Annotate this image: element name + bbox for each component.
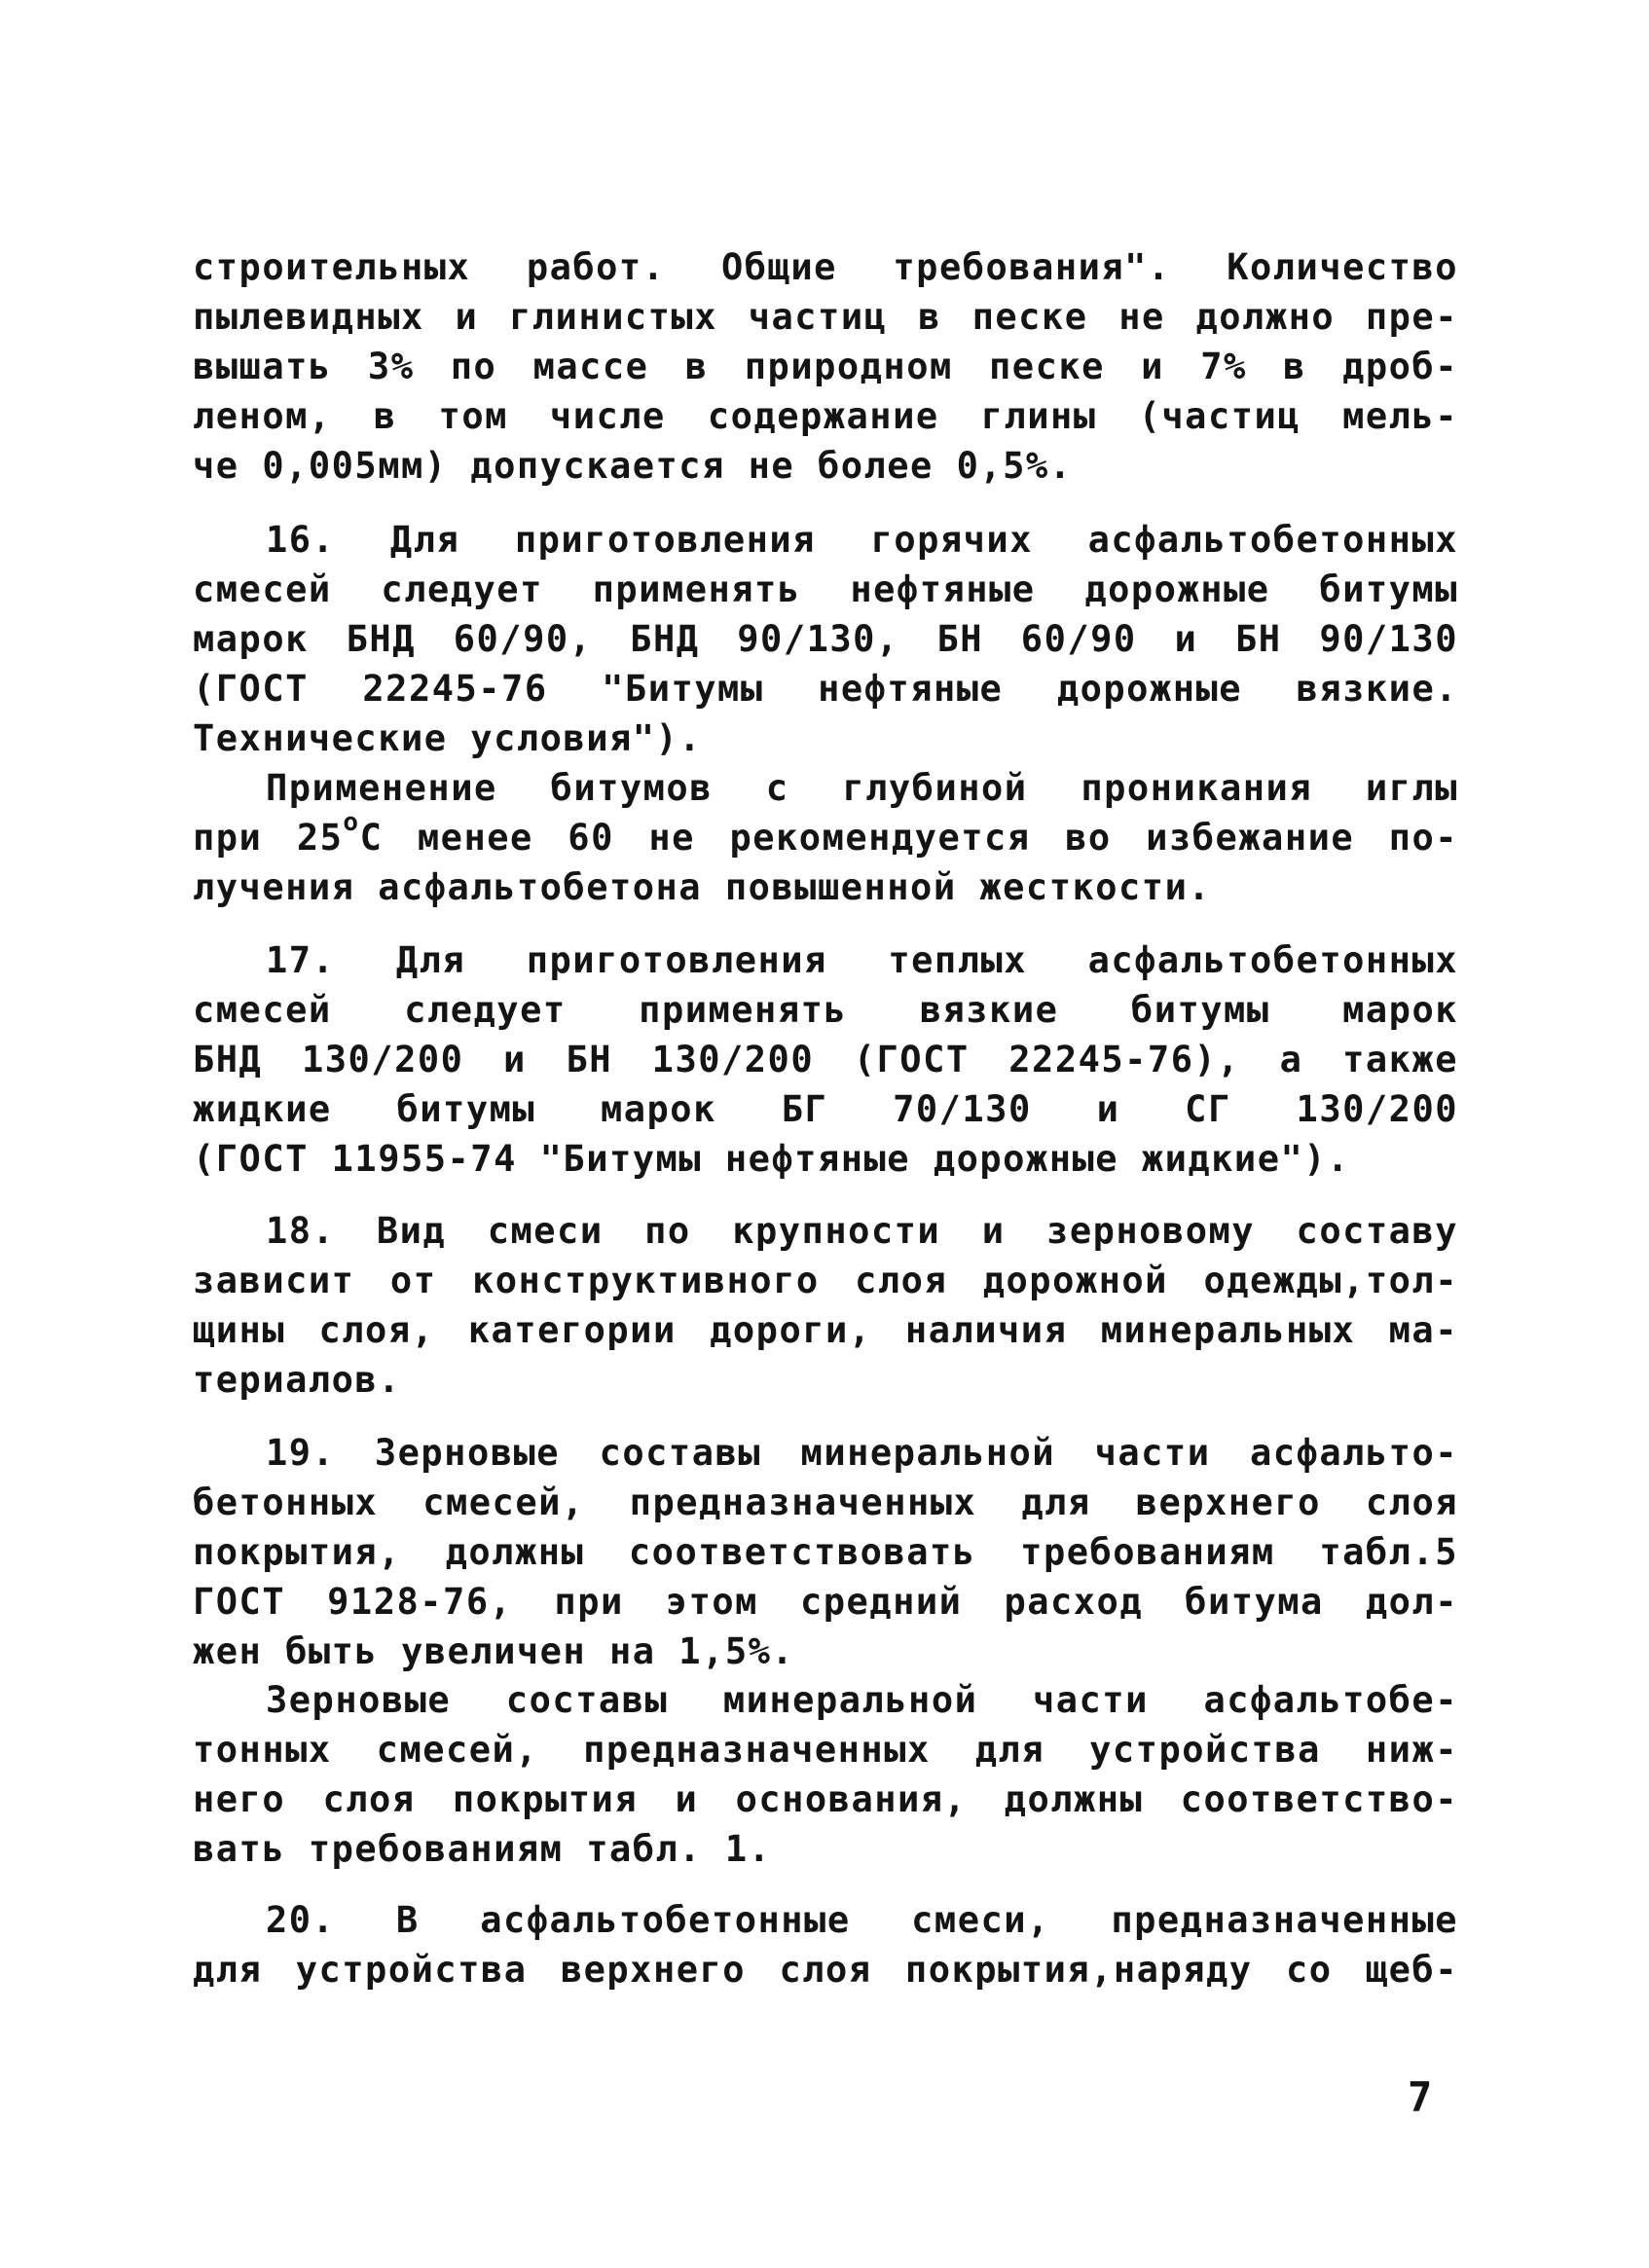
text-line: строительных работ. Общие требования". Количество — [193, 246, 1458, 288]
text-fragment: С менее 60 не рекомендуется во избежание по- — [359, 817, 1459, 859]
text-line: смесей следует применять вязкие битумы марок — [193, 989, 1458, 1031]
text-line: щины слоя, категории дороги, наличия минеральных ма- — [193, 1309, 1458, 1351]
text-line: Технические условия"). — [193, 717, 703, 759]
text-line: че 0,005мм) допускается не более 0,5%. — [193, 445, 1073, 487]
text-line: вать требованиям табл. 1. — [193, 1828, 772, 1870]
text-line: тонных смесей, предназначенных для устройства ниж- — [193, 1729, 1458, 1771]
text-line: жен быть увеличен на 1,5%. — [193, 1630, 795, 1672]
text-line: БНД 130/200 и БН 130/200 (ГОСТ 22245-76), а также — [193, 1039, 1458, 1080]
text-line: марок БНД 60/90, БНД 90/130, БН 60/90 и БН 90/130 — [193, 618, 1458, 660]
text-line: (ГОСТ 11955-74 "Битумы нефтяные дорожные жидкие"). — [193, 1138, 1350, 1180]
text-line: для устройства верхнего слоя покрытия,наряду со щеб- — [193, 1949, 1458, 1991]
text-line: него слоя покрытия и основания, должны соответство- — [193, 1778, 1458, 1820]
text-line: Применение битумов с глубиной проникания иглы — [266, 767, 1458, 809]
text-line: ГОСТ 9128-76, при этом средний расход битума дол- — [193, 1581, 1458, 1623]
text-line: леном, в том числе содержание глины (частиц мель- — [193, 395, 1458, 437]
text-line: (ГОСТ 22245-76 "Битумы нефтяные дорожные вязкие. — [193, 668, 1458, 710]
text-line: 17. Для приготовления теплых асфальтобетонных — [266, 939, 1458, 981]
text-line: зависит от конструктивного слоя дорожной одежды,тол- — [193, 1260, 1458, 1301]
degree-sign: o — [343, 808, 360, 837]
text-line: жидкие битумы марок БГ 70/130 и СГ 130/200 — [193, 1088, 1458, 1130]
text-line: териалов. — [193, 1359, 401, 1401]
text-line: смесей следует применять нефтяные дорожные битумы — [193, 568, 1458, 610]
text-line: покрытия, должны соответствовать требованиям табл.5 — [193, 1531, 1458, 1573]
text-line: вышать 3% по массе в природном песке и 7% в дроб- — [193, 346, 1458, 387]
text-line: 16. Для приготовления горячих асфальтобетонных — [266, 519, 1458, 561]
page-number: 7 — [1408, 2073, 1433, 2121]
text-line: 20. В асфальтобетонные смеси, предназначенные — [266, 1899, 1458, 1941]
text-line: 18. Вид смеси по крупности и зерновому составу — [266, 1210, 1458, 1252]
text-line: бетонных смесей, предназначенных для верхнего слоя — [193, 1482, 1458, 1523]
text-line: лучения асфальтобетона повышенной жесткости. — [193, 866, 1212, 908]
text-line: Зерновые составы минеральной части асфальтобе- — [266, 1679, 1458, 1721]
text-line: 19. Зерновые составы минеральной части асфальто- — [266, 1432, 1458, 1474]
text-line-with-degree — [193, 808, 1459, 862]
text-fragment: при 25 — [193, 817, 344, 859]
text-line: пылевидных и глинистых частиц в песке не должно пре- — [193, 296, 1458, 338]
